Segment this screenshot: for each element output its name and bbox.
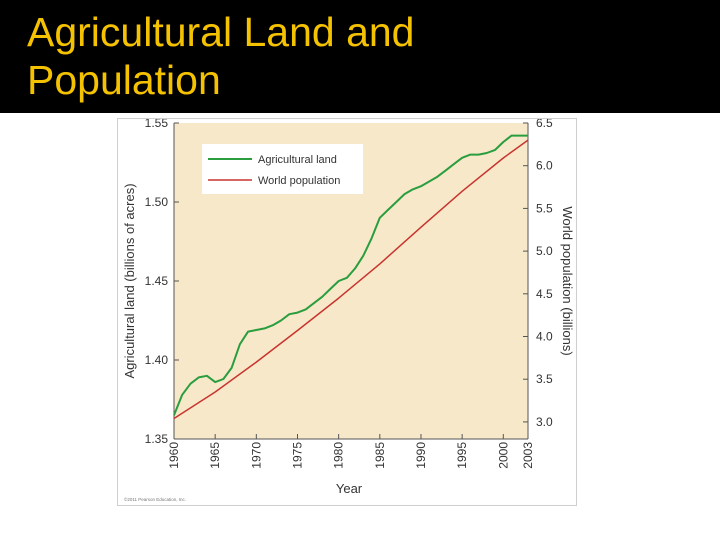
slide-title <box>27 8 414 104</box>
right-tick-label: 3.0 <box>536 414 553 429</box>
left-tick-label: 1.50 <box>144 195 168 209</box>
x-tick-label: 1990 <box>413 442 428 469</box>
left-tick-labels <box>145 119 169 446</box>
right-tick-label: 6.0 <box>536 158 553 173</box>
x-tick-label: 1995 <box>455 442 470 469</box>
chart-svg <box>118 119 578 507</box>
x-axis-label: Year <box>335 481 363 496</box>
right-tick-label: 4.0 <box>536 329 553 344</box>
x-tick-label: 1985 <box>372 442 387 469</box>
x-tick-label: 1970 <box>249 442 264 469</box>
x-tick-label: 1980 <box>331 442 346 469</box>
left-tick-label: 1.55 <box>144 119 168 130</box>
right-tick-label: 5.0 <box>536 244 553 259</box>
right-axis-label: World population (billions) <box>560 206 575 356</box>
slide-title-line-2: Population <box>27 57 221 103</box>
x-tick-label: 1975 <box>290 442 305 469</box>
left-axis-label: Agricultural land (billions of acres) <box>122 183 137 379</box>
right-tick-label: 6.5 <box>536 119 553 130</box>
x-tick-label: 2000 <box>496 442 511 469</box>
x-tick-label: 1960 <box>167 442 181 469</box>
x-tick-label: 1965 <box>208 442 223 469</box>
right-tick-label: 4.5 <box>536 286 553 301</box>
right-tick-label: 3.5 <box>536 372 553 387</box>
legend-label-agricultural-land: Agricultural land <box>258 154 337 166</box>
x-tick-label: 2003 <box>521 442 535 469</box>
slide-title-line-1: Agricultural Land and <box>27 9 415 55</box>
left-tick-label: 1.35 <box>144 432 168 446</box>
left-tick-label: 1.45 <box>144 274 168 288</box>
legend <box>202 144 363 194</box>
legend-label-world-population: World population <box>258 175 341 187</box>
copyright-note: ©2011 Pearson Education, Inc. <box>124 497 187 502</box>
right-tick-labels <box>536 119 553 429</box>
right-tick-label: 5.5 <box>536 201 553 216</box>
chart-figure <box>117 118 577 506</box>
left-tick-label: 1.40 <box>144 353 168 367</box>
x-tick-labels <box>167 442 535 469</box>
title-band <box>0 0 720 113</box>
